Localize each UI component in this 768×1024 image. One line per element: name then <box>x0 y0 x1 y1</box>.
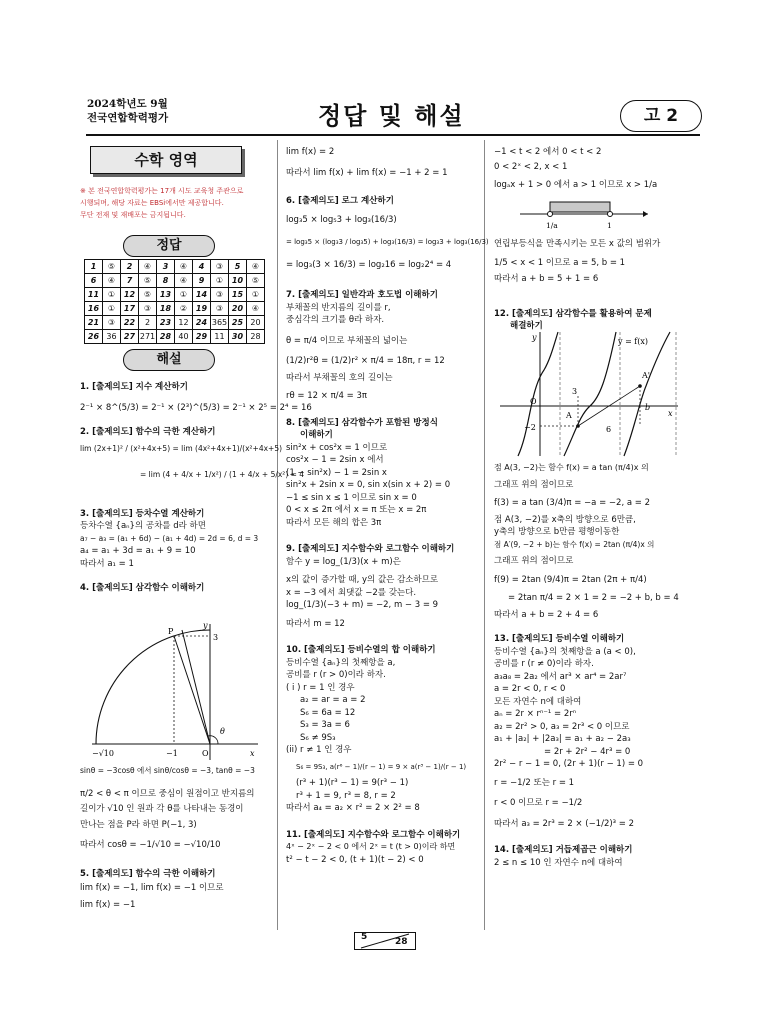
q2-solution-2: = lim (4 + 4/x + 1/x²) / (1 + 4/x + 5/x²) = 4 <box>140 470 305 479</box>
q5-line: lim f(x) = −1, lim f(x) = −1 이므로 <box>80 883 224 893</box>
q13-line: r < 0 이므로 r = −1/2 <box>494 798 583 808</box>
q10-line: a₂ = ar = a = 2 <box>300 695 366 705</box>
question-number: 15 <box>229 288 247 302</box>
q7-line: 따라서 부채꼴의 호의 길이는 <box>286 372 393 383</box>
answer-value: 11 <box>211 330 229 344</box>
fig-label: A <box>566 411 572 420</box>
q4-line: 길이가 √10 인 원과 각 θ를 나타내는 동경이 <box>80 804 244 814</box>
q9-line: x의 값이 증가할 때, y의 값은 감소하므로 <box>286 575 439 585</box>
q3-line: 등차수열 {aₙ}의 공차를 d라 하면 <box>80 521 206 531</box>
answers-title: 정답 <box>123 235 215 257</box>
answer-value: ⑤ <box>139 274 157 288</box>
question-number: 11 <box>85 288 103 302</box>
answer-value: 365 <box>211 316 229 330</box>
question-number: 12 <box>121 288 139 302</box>
question-number: 18 <box>157 302 175 316</box>
q12-tangent-graph <box>500 330 680 458</box>
solution-interval <box>550 202 610 212</box>
q11-line: 4ˣ − 2ˣ − 2 < 0 에서 2ˣ = t (t > 0)이라 하면 <box>286 842 456 851</box>
copyright-notice <box>80 185 243 221</box>
q9-line: 따라서 m = 12 <box>286 618 345 629</box>
q7-line: 중심각의 크기를 θ라 하자. <box>286 315 385 325</box>
terminal-ray <box>174 636 210 744</box>
q13-line: aₙ = 2r × rⁿ⁻¹ = 2rⁿ <box>494 709 577 719</box>
q4-line: sinθ = −3cosθ 에서 sinθ/cosθ = −3, tanθ = −3 <box>80 766 255 775</box>
answer-value: 271 <box>139 330 157 344</box>
arrow-head <box>643 211 648 217</box>
q4-line: 따라서 cosθ = −1/√10 = −√10/10 <box>80 840 221 850</box>
q14-heading: 14. [출제의도] 거듭제곱근 이해하기 <box>494 845 633 855</box>
question-number: 20 <box>229 302 247 316</box>
question-number: 19 <box>193 302 211 316</box>
column-divider-1 <box>277 140 278 930</box>
exam-name: 전국연합학력평가 <box>87 112 169 124</box>
page-indicator <box>354 932 416 950</box>
question-number: 7 <box>121 274 139 288</box>
q3-heading: 3. [출제의도] 등차수열 계산하기 <box>80 508 205 519</box>
subject-box: 수학 영역 <box>90 146 242 174</box>
question-number: 26 <box>85 330 103 344</box>
answer-row <box>85 260 265 274</box>
q12-heading: 12. [출제의도] 삼각함수를 활용하여 문제 <box>494 308 652 319</box>
q10-line: (ii) r ≠ 1 인 경우 <box>286 745 352 755</box>
q2-heading: 2. [출제의도] 함수의 극한 계산하기 <box>80 427 216 437</box>
answer-value: ⑤ <box>247 274 265 288</box>
q12-line: 점 A′(9, −2 + b)는 함수 f(x) = 2tan (π/4)x 의 <box>494 539 655 549</box>
q3-line: 따라서 a₁ = 1 <box>80 558 134 569</box>
answer-value: ① <box>175 288 193 302</box>
q12-line: 점 A(3, −2)를 x축의 방향으로 6만큼, <box>494 514 636 525</box>
fig-label: 6 <box>606 425 612 434</box>
tan-branch <box>518 332 558 456</box>
q13-line: 따라서 a₃ = 2r³ = 2 × (−1/2)³ = 2 <box>494 818 635 829</box>
tick-label: 1 <box>607 221 612 230</box>
tick-label: 1/a <box>546 221 558 230</box>
q11-line: 1/5 < x < 1 이므로 a = 5, b = 1 <box>494 257 626 268</box>
fig-label: x <box>668 409 673 418</box>
q11-heading: 11. [출제의도] 지수함수와 로그함수 이해하기 <box>286 829 461 840</box>
q11-line: −1 < t < 2 에서 0 < t < 2 <box>494 147 602 157</box>
answer-value: 20 <box>247 316 265 330</box>
question-number: 6 <box>85 274 103 288</box>
fig-label: O <box>530 397 537 406</box>
fig-label: x <box>250 749 255 758</box>
q10-line: (r³ + 1)(r³ − 1) = 9(r³ − 1) <box>296 778 409 788</box>
q9-line: 함수 y = log_(1/3)(x + m)은 <box>286 556 401 567</box>
q13-line: = 2r + 2r² − 4r³ = 0 <box>544 746 631 757</box>
column-divider-2 <box>484 140 485 930</box>
answer-value: 40 <box>175 330 193 344</box>
q5-line: lim f(x) = 2 <box>286 147 335 157</box>
notice-line: ※ 본 전국연합학력평가는 17개 시도 교육청 주관으로 <box>80 187 244 195</box>
answer-value: ④ <box>247 302 265 316</box>
q13-line: r = −1/2 또는 r = 1 <box>494 777 575 788</box>
answer-value: ① <box>103 302 121 316</box>
fig-label: θ <box>220 727 225 736</box>
q13-line: a₃a₈ = 2a₂ 에서 ar³ × ar⁴ = 2ar⁷ <box>494 671 627 682</box>
fig-label: 3 <box>572 387 578 396</box>
q5-heading: 5. [출제의도] 함수의 극한 이해하기 <box>80 868 216 879</box>
q6-heading: 6. [출제의도] 로그 계산하기 <box>286 196 394 206</box>
explanation-title: 해설 <box>123 349 215 371</box>
q2-solution-1: lim (2x+1)² / (x²+4x+5) = lim (4x²+4x+1)/(x²+4x+5) <box>80 443 283 453</box>
q13-line: 2r² − r − 1 = 0, (2r + 1)(r − 1) = 0 <box>494 759 644 769</box>
q12-line: 그래프 위의 점이므로 <box>494 556 574 566</box>
point-a-prime <box>638 384 642 388</box>
q9-line: log_(1/3)(−3 + m) = −2, m − 3 = 9 <box>286 600 439 610</box>
fig-label: O <box>202 749 209 758</box>
q8-line: 따라서 모든 해의 합은 3π <box>286 517 382 528</box>
question-number: 17 <box>121 302 139 316</box>
question-number: 29 <box>193 330 211 344</box>
q8-line: sin²x + 2sin x = 0, sin x(sin x + 2) = 0 <box>286 480 451 490</box>
open-point <box>548 212 553 217</box>
answer-value: 36 <box>103 330 121 344</box>
q6-line: log₃5 × log₅3 + log₃(16/3) <box>286 214 397 225</box>
q6-line: = log₃5 × (log₃3 / log₃5) + log₃(16/3) = log₃3 + log₃(16/3) <box>286 238 489 246</box>
q10-line: 등비수열 {aₙ}의 첫째항을 a, <box>286 657 396 668</box>
q7-heading: 7. [출제의도] 일반각과 호도법 이해하기 <box>286 290 438 300</box>
fig-label: y <box>203 621 208 630</box>
fig-label: y = f(x) <box>618 337 649 346</box>
q1-heading: 1. [출제의도] 지수 계산하기 <box>80 382 188 392</box>
question-number: 24 <box>193 316 211 330</box>
question-number: 27 <box>121 330 139 344</box>
q13-line: a₂ = 2r² > 0, a₃ = 2r³ < 0 이므로 <box>494 721 630 732</box>
q13-line: 등비수열 {aₙ}의 첫째항을 a (a < 0), <box>494 646 636 657</box>
tan-branch <box>624 332 670 456</box>
q13-line: a = 2r < 0, r < 0 <box>494 684 566 694</box>
q11-line: 연립부등식을 만족시키는 모든 x 값의 범위가 <box>494 239 661 249</box>
answer-value: ③ <box>103 316 121 330</box>
question-number: 23 <box>157 316 175 330</box>
fig-label: b <box>645 403 651 412</box>
q8-line: cos²x − 1 = 2sin x 에서 <box>286 455 384 465</box>
angle-line <box>182 630 210 744</box>
q10-heading: 10. [출제의도] 등비수열의 합 이해하기 <box>286 645 436 655</box>
answer-row <box>85 288 265 302</box>
q12-line: f(3) = a tan (3/4)π = −a = −2, a = 2 <box>494 498 650 508</box>
q7-line: rθ = 12 × π/4 = 3π <box>286 391 368 401</box>
header-rule <box>86 134 700 136</box>
q11-line: logₐx + 1 > 0 에서 a > 1 이므로 x > 1/a <box>494 180 658 190</box>
q12-heading-cont: 해결하기 <box>510 321 543 331</box>
question-number: 14 <box>193 288 211 302</box>
q11-line: t² − t − 2 < 0, (t + 1)(t − 2) < 0 <box>286 854 424 865</box>
q10-line: r³ + 1 = 9, r³ = 8, r = 2 <box>296 790 396 801</box>
answer-value: ④ <box>247 260 265 274</box>
q13-line: a₁ + |a₂| + |2a₃| = a₁ + a₂ − 2a₃ <box>494 734 631 744</box>
fig-label: −1 <box>166 749 178 758</box>
question-number: 8 <box>157 274 175 288</box>
answer-value: ③ <box>139 302 157 316</box>
point-a <box>576 424 580 428</box>
question-number: 9 <box>193 274 211 288</box>
q8-line: −1 ≤ sin x ≤ 1 이므로 sin x = 0 <box>286 492 417 503</box>
q11-number-line <box>520 196 650 236</box>
answer-value: ① <box>211 274 229 288</box>
q12-line: 그래프 위의 점이므로 <box>494 479 574 490</box>
question-number: 30 <box>229 330 247 344</box>
q13-heading: 13. [출제의도] 등비수열 이해하기 <box>494 634 625 644</box>
q10-line: 따라서 a₄ = a₂ × r² = 2 × 2² = 8 <box>286 803 420 813</box>
fig-label: −√10 <box>92 749 114 758</box>
answer-row <box>85 316 265 330</box>
q1-solution: 2⁻¹ × 8^(5/3) = 2⁻¹ × (2³)^(5/3) = 2⁻¹ × 2⁵ = 2⁴ = 16 <box>80 402 312 413</box>
question-number: 16 <box>85 302 103 316</box>
answer-row <box>85 330 265 344</box>
q14-line: 2 ≤ n ≤ 10 인 자연수 n에 대하여 <box>494 857 623 868</box>
q10-line: S₆ = 9S₃, a(r⁶ − 1)/(r − 1) = 9 × a(r³ − 1)/(r − 1) <box>296 762 467 771</box>
q11-line: 0 < 2ˣ < 2, x < 1 <box>494 161 568 172</box>
q8-heading-cont: 이해하기 <box>300 430 333 440</box>
q7-line: θ = π/4 이므로 부채꼴의 넓이는 <box>286 335 408 346</box>
q8-line: sin²x + cos²x = 1 이므로 <box>286 442 388 453</box>
page-number: 5 <box>361 932 368 942</box>
fig-label: −2 <box>524 423 536 432</box>
fig-label: A' <box>642 371 650 380</box>
open-point <box>608 212 613 217</box>
fig-label: 3 <box>213 633 219 642</box>
question-number: 1 <box>85 260 103 274</box>
q12-line: 점 A(3, −2)는 함수 f(x) = a tan (π/4)x 의 <box>494 463 649 472</box>
question-number: 10 <box>229 274 247 288</box>
q10-line: S₃ = 3a = 6 <box>300 720 350 730</box>
question-number: 5 <box>229 260 247 274</box>
answer-value: ⑤ <box>103 260 121 274</box>
q4-line: 만나는 점을 P라 하면 P(−1, 3) <box>80 819 197 830</box>
q7-line: (1/2)r²θ = (1/2)r² × π/4 = 18π, r = 12 <box>286 356 445 366</box>
question-number: 22 <box>121 316 139 330</box>
answer-value: ④ <box>103 274 121 288</box>
q7-line: 부채꼴의 반지름의 길이를 r, <box>286 302 391 313</box>
answer-value: ③ <box>211 302 229 316</box>
q3-line: a₄ = a₁ + 3d = a₁ + 9 = 10 <box>80 546 196 556</box>
q13-line: 공비를 r (r ≠ 0)이라 하자. <box>494 659 594 669</box>
answer-value: ④ <box>175 274 193 288</box>
q4-line: π/2 < θ < π 이므로 중심이 원점이고 반지름의 <box>80 788 255 799</box>
q9-heading: 9. [출제의도] 지수함수와 로그함수 이해하기 <box>286 544 455 554</box>
answer-value: ⑤ <box>139 288 157 302</box>
exam-year: 2024학년도 9월 <box>87 98 168 110</box>
answer-value: ④ <box>175 260 193 274</box>
answer-value: ① <box>103 288 121 302</box>
exam-info <box>87 97 168 125</box>
q4-circle-figure <box>92 620 260 760</box>
quarter-circle <box>96 630 210 744</box>
answer-value: 12 <box>175 316 193 330</box>
q12-line: y축의 방향으로 b만큼 평행이동한 <box>494 527 620 537</box>
grade-badge: 고 2 <box>620 100 702 132</box>
fig-label: y <box>532 333 537 342</box>
q10-line: ( i ) r = 1 인 경우 <box>286 682 355 693</box>
page-total: 28 <box>395 937 408 947</box>
q8-line: (1 − sin²x) − 1 = 2sin x <box>286 467 387 478</box>
question-number: 25 <box>229 316 247 330</box>
answer-value: ③ <box>211 260 229 274</box>
notice-line: 시행되며, 해당 자료는 EBSi에서만 제공합니다. <box>80 199 224 207</box>
question-number: 28 <box>157 330 175 344</box>
answer-row <box>85 302 265 316</box>
q5-line: 따라서 lim f(x) + lim f(x) = −1 + 2 = 1 <box>286 167 448 178</box>
q12-line: f(9) = 2tan (9/4)π = 2tan (2π + π/4) <box>494 574 647 585</box>
question-number: 4 <box>193 260 211 274</box>
q6-line: = log₃(3 × 16/3) = log₂16 = log₂2⁴ = 4 <box>286 259 452 270</box>
q12-line: = 2tan π/4 = 2 × 1 = 2 = −2 + b, b = 4 <box>508 593 679 603</box>
q4-heading: 4. [출제의도] 삼각함수 이해하기 <box>80 583 205 593</box>
fig-label: P <box>168 627 174 636</box>
answer-value: 2 <box>139 316 157 330</box>
answer-table <box>84 259 265 344</box>
q10-line: S₆ ≠ 9S₃ <box>300 732 336 743</box>
q3-line: a₇ − a₃ = (a₁ + 6d) − (a₁ + 4d) = 2d = 6, d = 3 <box>80 533 259 543</box>
question-number: 13 <box>157 288 175 302</box>
q8-heading: 8. [출제의도] 삼각함수가 포함된 방정식 <box>286 417 438 428</box>
answer-value: ② <box>175 302 193 316</box>
question-number: 21 <box>85 316 103 330</box>
q8-line: 0 < x ≤ 2π 에서 x = π 또는 x = 2π <box>286 505 427 515</box>
q13-line: 모든 자연수 n에 대하여 <box>494 696 582 707</box>
page-title: 정답 및 해설 <box>318 102 465 130</box>
answer-value: 28 <box>247 330 265 344</box>
q11-line: 따라서 a + b = 5 + 1 = 6 <box>494 274 599 284</box>
q10-line: 공비를 r (r > 0)이라 하자. <box>286 670 386 680</box>
q9-line: x = −3 에서 최댓값 −2를 갖는다. <box>286 587 417 598</box>
answer-row <box>85 274 265 288</box>
question-number: 3 <box>157 260 175 274</box>
q10-line: S₆ = 6a = 12 <box>300 707 356 718</box>
answer-value: ③ <box>211 288 229 302</box>
answer-value: ④ <box>139 260 157 274</box>
q12-line: 따라서 a + b = 2 + 4 = 6 <box>494 609 599 620</box>
answer-value: ① <box>247 288 265 302</box>
q5-line: lim f(x) = −1 <box>80 899 136 910</box>
notice-line: 무단 전재 및 재배포는 금지됩니다. <box>80 211 186 219</box>
question-number: 2 <box>121 260 139 274</box>
